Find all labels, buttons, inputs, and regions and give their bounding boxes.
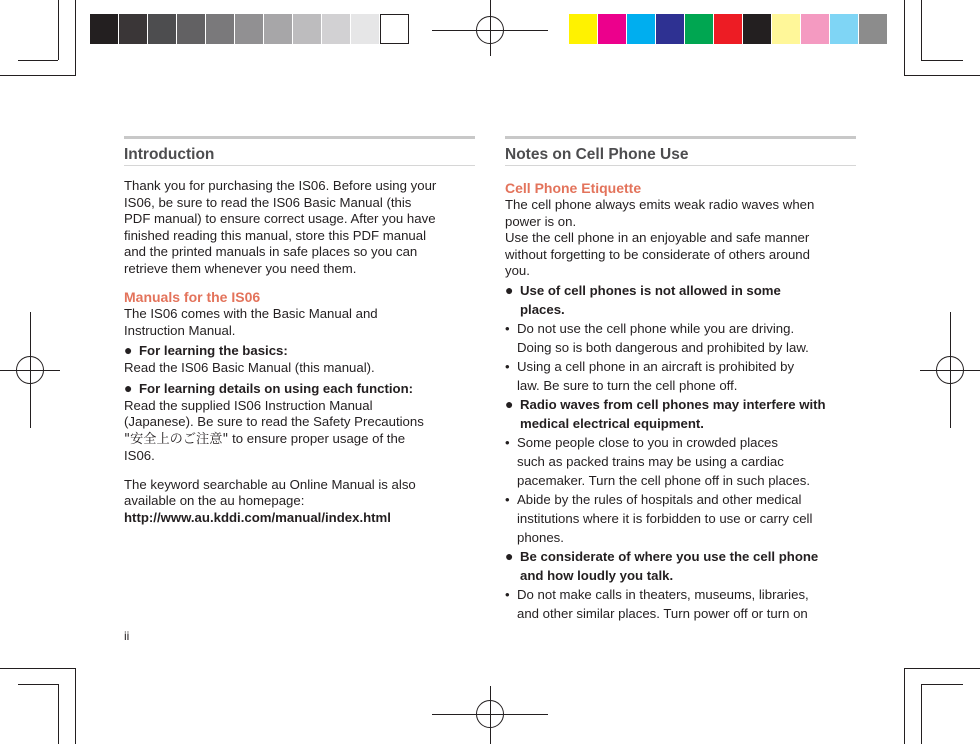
- notes-heading: Notes on Cell Phone Use: [505, 136, 856, 166]
- text-line: finished reading this manual, store this PDF manual: [124, 227, 426, 243]
- section-heading-line: Radio waves from cell phones may interfere with: [520, 396, 826, 412]
- basics-heading-text: For learning the basics:: [139, 343, 288, 358]
- registration-target-bottom: [476, 700, 504, 728]
- section-heading-line: Be considerate of where you use the cell phone: [520, 548, 819, 564]
- bullet-icon: •: [505, 320, 510, 336]
- color-swatch: [801, 14, 830, 44]
- color-swatch: [859, 14, 888, 44]
- gray-swatch: [90, 14, 119, 44]
- online-manual-paragraph: [124, 477, 475, 527]
- crop-mark-tl-h: [0, 75, 76, 76]
- list-item-line: Do not make calls in theaters, museums, libraries,: [517, 586, 809, 602]
- crop-mark-tl-v: [75, 0, 76, 76]
- section-heading-line: medical electrical equipment.: [520, 415, 704, 431]
- crop-mark-tl-inner-v: [58, 0, 59, 60]
- section-heading: [505, 547, 856, 585]
- color-swatch: [569, 14, 598, 44]
- introduction-heading: Introduction: [124, 136, 475, 166]
- crop-mark-bl-h: [0, 668, 76, 669]
- notes-column: [505, 136, 856, 623]
- bullet-icon: •: [505, 491, 510, 507]
- manuals-subheading: Manuals for the IS06: [124, 289, 261, 305]
- introduction-paragraph: [124, 178, 475, 277]
- section-heading-line: places.: [520, 301, 565, 317]
- crop-mark-tl-inner-h: [18, 60, 58, 61]
- process-color-bar: [569, 14, 888, 44]
- list-item-line: Do not use the cell phone while you are driving.: [517, 320, 795, 336]
- list-item-line: pacemaker. Turn the cell phone off in such places.: [517, 472, 810, 488]
- list-item-line: such as packed trains may be using a cardiac: [517, 453, 784, 469]
- gray-swatch: [380, 14, 409, 44]
- text-line: Read the IS06 Basic Manual (this manual).: [124, 360, 375, 375]
- section-heading-line: and how loudly you talk.: [520, 567, 674, 583]
- basics-heading: [124, 341, 475, 360]
- crop-mark-tr-v: [904, 0, 905, 76]
- gray-swatch: [351, 14, 380, 44]
- color-swatch: [772, 14, 801, 44]
- gray-swatch: [206, 14, 235, 44]
- text-line: IS06.: [124, 448, 155, 463]
- list-item-line: law. Be sure to turn the cell phone off.: [517, 377, 738, 393]
- list-item-line: Abide by the rules of hospitals and other medical: [517, 491, 802, 507]
- color-swatch: [714, 14, 743, 44]
- text-line: available on the au homepage:: [124, 493, 305, 508]
- color-swatch: [743, 14, 772, 44]
- text-fragment: to ensure proper usage of the: [228, 430, 406, 446]
- color-swatch: [830, 14, 859, 44]
- text-line: Read the supplied IS06 Instruction Manual: [124, 397, 373, 413]
- bullet-icon: ●: [505, 281, 514, 298]
- text-line: IS06, be sure to read the IS06 Basic Manual (this: [124, 194, 412, 210]
- text-line: [124, 431, 475, 449]
- text-line: (Japanese). Be sure to read the Safety Precautions: [124, 414, 424, 429]
- section-heading: [505, 281, 856, 319]
- section-heading: [505, 395, 856, 433]
- text-line: retrieve them whenever you need them.: [124, 260, 357, 276]
- crop-mark-tr-h: [904, 75, 980, 76]
- page-number: ii: [124, 629, 130, 643]
- color-swatch: [627, 14, 656, 44]
- crop-mark-br-v: [904, 668, 905, 744]
- safety-precautions-title: "安全上のご注意": [124, 431, 229, 447]
- gray-swatch: [264, 14, 293, 44]
- bullet-icon: ●: [505, 547, 514, 564]
- crop-mark-br-inner-h: [921, 684, 963, 685]
- list-item: [505, 357, 856, 395]
- crop-mark-tr-inner-v: [921, 0, 922, 60]
- crop-mark-br-h: [904, 668, 980, 669]
- list-item: [505, 319, 856, 357]
- gray-swatch: [293, 14, 322, 44]
- gray-swatch: [119, 14, 148, 44]
- etiquette-subheading: Cell Phone Etiquette: [505, 180, 642, 196]
- list-item: [505, 433, 856, 490]
- list-item-line: phones.: [517, 529, 564, 545]
- text-line: The IS06 comes with the Basic Manual and: [124, 306, 378, 321]
- list-item: [505, 585, 856, 623]
- bullet-icon: •: [505, 434, 510, 450]
- crop-mark-br-inner-v: [921, 684, 922, 744]
- text-line: and the printed manuals in safe places so you can: [124, 244, 418, 259]
- gray-swatch: [177, 14, 206, 44]
- gray-swatch: [148, 14, 177, 44]
- bullet-icon: ●: [124, 342, 133, 358]
- crop-mark-bl-v: [75, 668, 76, 744]
- text-line: PDF manual) to ensure correct usage. After you have: [124, 211, 436, 226]
- list-item-line: and other similar places. Turn power off or turn on: [517, 605, 808, 621]
- text-line: Thank you for purchasing the IS06. Before using your: [124, 178, 437, 193]
- gray-color-bar: [90, 14, 409, 44]
- registration-target-right: [936, 356, 964, 384]
- bullet-icon: •: [505, 586, 510, 602]
- list-item: [505, 490, 856, 547]
- text-line: Instruction Manual.: [124, 322, 236, 338]
- details-heading: [124, 379, 475, 398]
- color-swatch: [656, 14, 685, 44]
- registration-target-left: [16, 356, 44, 384]
- gray-swatch: [235, 14, 264, 44]
- text-line: The cell phone always emits weak radio waves when: [505, 197, 815, 212]
- list-item-line: Using a cell phone in an aircraft is prohibited by: [517, 358, 795, 374]
- crop-mark-bl-inner-v: [58, 684, 59, 744]
- text-line: without forgetting to be considerate of others around: [505, 246, 810, 262]
- introduction-column: [124, 136, 475, 526]
- crop-mark-tr-inner-h: [921, 60, 963, 61]
- bullet-icon: ●: [505, 395, 514, 412]
- section-heading-line: Use of cell phones is not allowed in some: [520, 282, 781, 298]
- registration-target-top: [476, 16, 504, 44]
- color-swatch: [685, 14, 714, 44]
- text-line: power is on.: [505, 213, 577, 229]
- bullet-icon: •: [505, 358, 510, 374]
- gray-swatch: [322, 14, 351, 44]
- crop-mark-bl-inner-h: [18, 684, 58, 685]
- color-swatch: [598, 14, 627, 44]
- text-line: Use the cell phone in an enjoyable and safe manner: [505, 230, 810, 245]
- bullet-icon: ●: [124, 379, 133, 396]
- list-item-line: Doing so is both dangerous and prohibited by law.: [517, 339, 809, 355]
- text-line: The keyword searchable au Online Manual is also: [124, 476, 416, 492]
- list-item-line: Some people close to you in crowded places: [517, 434, 778, 450]
- details-heading-text: For learning details on using each function:: [139, 380, 414, 396]
- list-item-line: institutions where it is forbidden to use or carry cell: [517, 510, 813, 526]
- online-manual-link[interactable]: http://www.au.kddi.com/manual/index.html: [124, 509, 391, 525]
- text-line: you.: [505, 263, 530, 278]
